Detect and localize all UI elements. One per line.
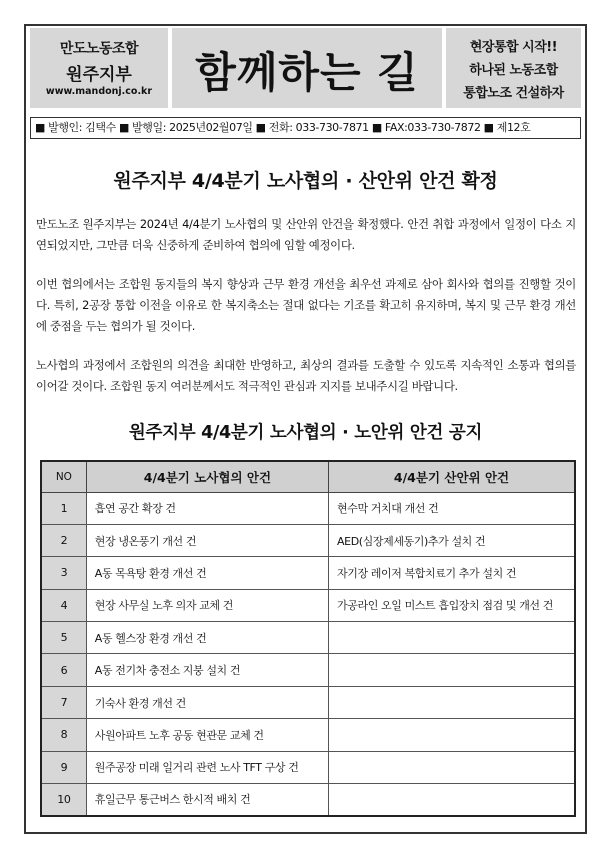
table-row <box>41 524 575 556</box>
slogan-3: 통합노조 건설하자 <box>463 86 564 101</box>
union-logo-box <box>30 28 170 108</box>
row-number: 10 <box>41 784 86 816</box>
safety-agenda-cell <box>329 719 575 751</box>
table-row <box>41 686 575 718</box>
table-row <box>41 751 575 783</box>
safety-agenda-cell <box>329 654 575 686</box>
newsletter-header <box>30 28 581 108</box>
article-paragraph-1: 만도노조 원주지부는 2024년 4/4분기 노사협의 및 산안위 안건을 확정했다. 안건 취합 과정에서 일정이 다소 지연되었지만, 그만큼 더욱 신중하게 준비하여 협의에 임할 예정이다. <box>36 217 576 252</box>
row-number: 8 <box>41 719 86 751</box>
slogan-2: 하나된 노동조합 <box>469 63 558 78</box>
article-paragraph-3: 노사협의 과정에서 조합원의 의견을 최대한 반영하고, 최상의 결과를 도출할 수 있도록 지속적인 소통과 협의를 이어갈 것이다. 조합원 동지 여러분께서도 적극적인 관심과 지지를 보내주시길 바랍니다. <box>36 358 576 393</box>
labor-agenda-cell: A동 목욕탕 환경 개선 건 <box>86 557 328 589</box>
labor-agenda-cell: 사원아파트 노후 공동 현관문 교체 건 <box>86 719 328 751</box>
table-row <box>41 784 575 816</box>
row-number: 2 <box>41 524 86 556</box>
row-number: 3 <box>41 557 86 589</box>
union-name: 만도노동조합 <box>59 41 139 57</box>
safety-agenda-cell: AED(심장제세동기)추가 설치 건 <box>329 524 575 556</box>
table-row <box>41 557 575 589</box>
table-row <box>41 654 575 686</box>
article-paragraph-2: 이번 협의에서는 조합원 동지들의 복지 향상과 근무 환경 개선을 최우선 과제로 삼아 회사와 협의를 진행할 것이다. 특히, 2공장 통합 이전을 이유로 한 복지축소는 절대 없다는 기조를 확고히 유지하며, 복지 및 근무 환경 개선에 중점을 두는 협의가 될 것이다. <box>36 277 576 333</box>
row-number: 1 <box>41 492 86 524</box>
row-number: 9 <box>41 751 86 783</box>
header-labor-agenda: 4/4분기 노사협의 안건 <box>86 461 328 492</box>
safety-agenda-cell: 가공라인 오일 미스트 흡입장치 점검 및 개선 건 <box>329 589 575 621</box>
labor-agenda-cell: 현장 냉온풍기 개선 건 <box>86 524 328 556</box>
table-row <box>41 719 575 751</box>
safety-agenda-cell <box>329 622 575 654</box>
branch-name: 원주지부 <box>66 65 132 85</box>
row-number: 7 <box>41 686 86 718</box>
header-no: NO <box>41 461 86 492</box>
table-row <box>41 622 575 654</box>
agenda-table <box>40 460 576 817</box>
table-header-row <box>41 461 575 492</box>
labor-agenda-cell: A동 헬스장 환경 개선 건 <box>86 622 328 654</box>
masthead-box <box>172 28 442 108</box>
labor-agenda-cell: 현장 사무실 노후 의자 교체 건 <box>86 589 328 621</box>
labor-agenda-cell: 원주공장 미래 일거리 관련 노사 TFT 구상 건 <box>86 751 328 783</box>
header-safety-agenda: 4/4분기 산안위 안건 <box>329 461 575 492</box>
publication-info-bar: ■ 발행인: 김택수 ■ 발행일: 2025년02월07일 ■ 전화: 033-730-7871 ■ FAX:033-730-7872 ■ 제12호 <box>30 117 581 139</box>
notice-title: 원주지부 4/4분기 노사협의 · 노안위 안건 공지 <box>128 423 483 443</box>
safety-agenda-cell: 자기장 레이저 복합치료기 추가 설치 건 <box>329 557 575 589</box>
labor-agenda-cell: 휴일근무 통근버스 한시적 배치 건 <box>86 784 328 816</box>
safety-agenda-cell: 현수막 거치대 개선 건 <box>329 492 575 524</box>
labor-agenda-cell: A동 전기차 충전소 지붕 설치 건 <box>86 654 328 686</box>
safety-agenda-cell <box>329 784 575 816</box>
website-link[interactable]: www.mandonj.co.kr <box>45 86 153 97</box>
row-number: 4 <box>41 589 86 621</box>
masthead-title: 함께하는 길 <box>195 48 419 97</box>
safety-agenda-cell <box>329 686 575 718</box>
row-number: 6 <box>41 654 86 686</box>
slogan-1: 현장통합 시작!! <box>469 40 558 55</box>
article-title: 원주지부 4/4분기 노사협의 · 산안위 안건 확정 <box>113 170 498 192</box>
table-row <box>41 589 575 621</box>
safety-agenda-cell <box>329 751 575 783</box>
slogan-box <box>444 28 581 108</box>
row-number: 5 <box>41 622 86 654</box>
table-row <box>41 492 575 524</box>
labor-agenda-cell: 흡연 공간 확장 건 <box>86 492 328 524</box>
labor-agenda-cell: 기숙사 환경 개선 건 <box>86 686 328 718</box>
